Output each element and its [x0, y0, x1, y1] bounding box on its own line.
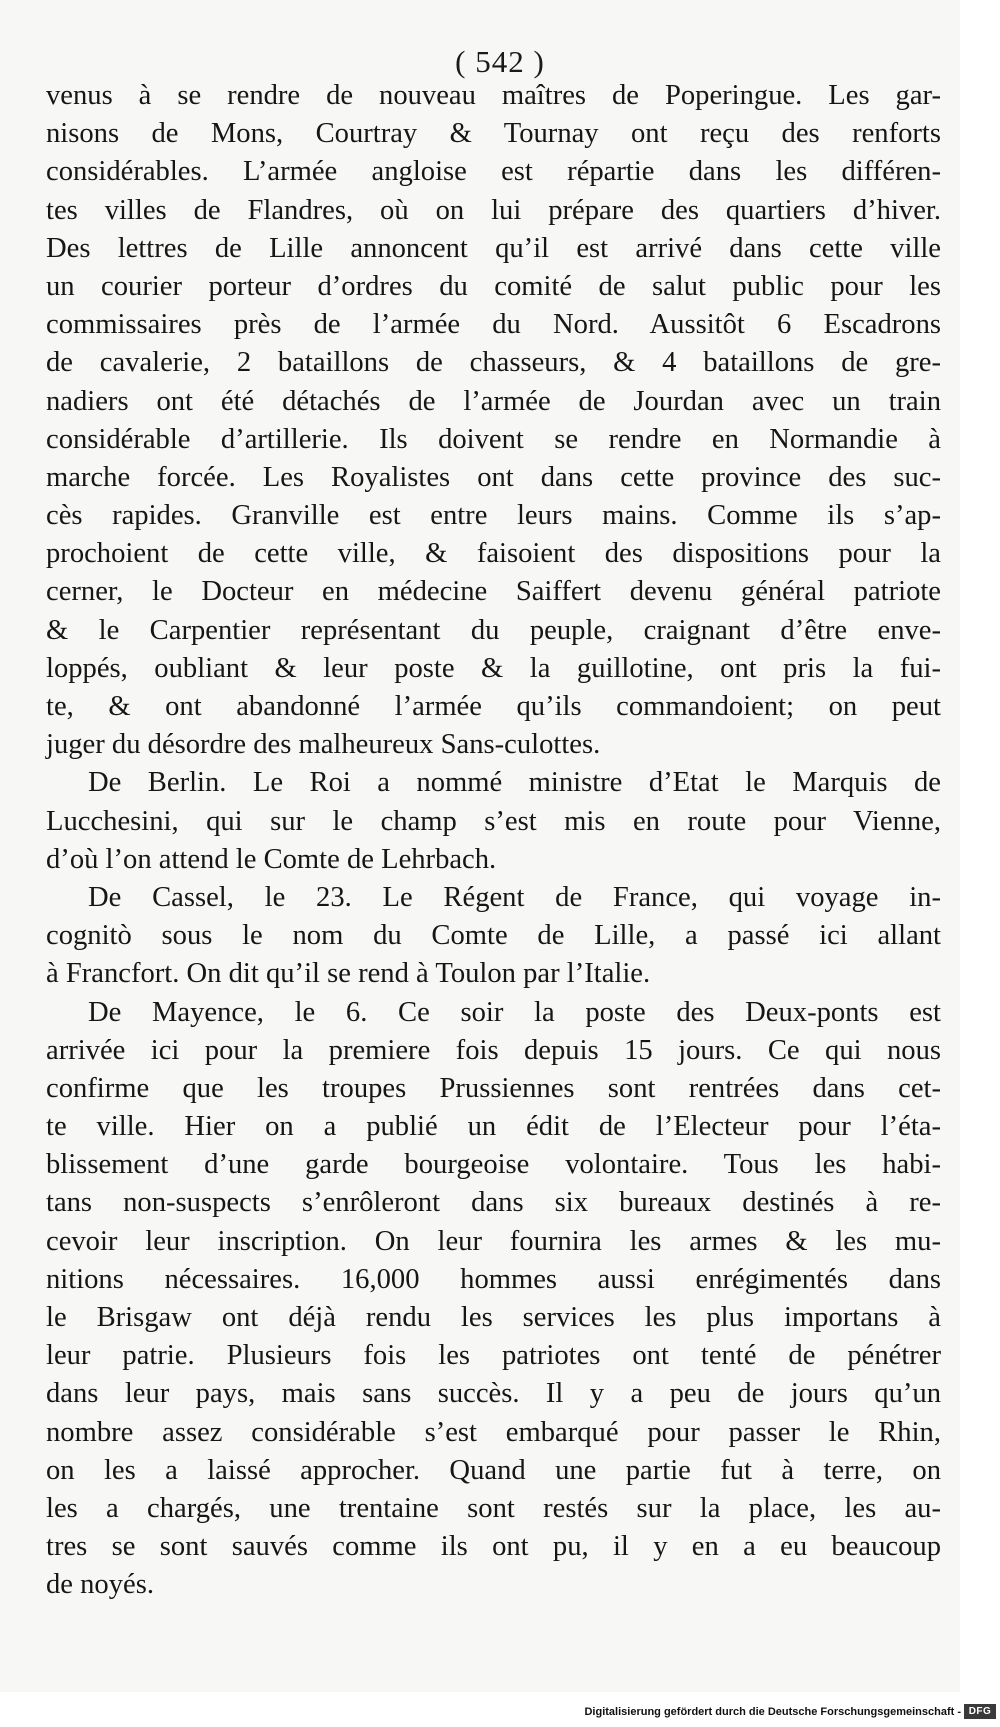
- text-line: cevoir leur inscription. On leur fournira les armes & les mu-: [46, 1225, 941, 1257]
- text-line: te, & ont abandonné l’armée qu’ils commandoient; on peut: [46, 691, 941, 722]
- text-line: nisons de Mons, Courtray & Tournay ont reçu des renforts: [46, 118, 941, 150]
- dfg-logo: DFG: [964, 1704, 996, 1719]
- text-line: à Francfort. On dit qu’il se rend à Toulon par l’Italie.: [46, 958, 651, 990]
- text-line: De Berlin. Le Roi a nommé ministre d’Etat le Marquis de: [88, 767, 941, 799]
- text-line: te ville. Hier on a publié un édit de l’Electeur pour l’éta-: [46, 1111, 941, 1143]
- text-line: Lucchesini, qui sur le champ s’est mis en route pour Vienne,: [46, 805, 941, 837]
- text-line: De Cassel, le 23. Le Régent de France, qui voyage in-: [88, 881, 941, 913]
- page-number: ( 542 ): [455, 44, 545, 79]
- body-text: [46, 77, 941, 1605]
- text-line: & le Carpentier représentant du peuple, craignant d’être enve-: [46, 614, 941, 646]
- text-line: juger du désordre des malheureux Sans-culottes.: [46, 729, 601, 761]
- text-line: loppés, oubliant & leur poste & la guillotine, ont pris la fui-: [46, 652, 941, 684]
- text-line: cès rapides. Granville est entre leurs mains. Comme ils s’ap-: [46, 500, 941, 532]
- text-line: le Brisgaw ont déjà rendu les services les plus importans à: [46, 1302, 941, 1333]
- text-line: nitions nécessaires. 16,000 hommes aussi enrégimentés dans: [46, 1263, 941, 1295]
- text-line: un courier porteur d’ordres du comité de salut public pour les: [46, 270, 941, 302]
- page-margin-right: [960, 0, 1000, 1727]
- text-line: venus à se rendre de nouveau maîtres de Poperingue. Les gar-: [46, 80, 941, 111]
- text-line: cognitò sous le nom du Comte de Lille, a passé ici allant: [46, 920, 941, 952]
- text-line: leur patrie. Plusieurs fois les patriotes ont tenté de pénétrer: [46, 1340, 941, 1372]
- digitization-credit: Digitalisierung gefördert durch die Deutsche Forschungsgemeinschaft -: [584, 1706, 961, 1718]
- text-line: nombre assez considérable s’est embarqué pour passer le Rhin,: [46, 1416, 941, 1448]
- text-line: cerner, le Docteur en médecine Saiffert devenu général patriote: [46, 576, 941, 608]
- text-line: blissement d’une garde bourgeoise volontaire. Tous les habi-: [46, 1149, 941, 1181]
- text-line: arrivée ici pour la premiere fois depuis 15 jours. Ce qui nous: [46, 1034, 941, 1066]
- text-line: nadiers ont été détachés de l’armée de Jourdan avec un train: [46, 385, 941, 417]
- text-line: marche forcée. Les Royalistes ont dans cette province des suc-: [46, 461, 941, 493]
- text-line: tres se sont sauvés comme ils ont pu, il y en a eu beaucoup: [46, 1531, 941, 1563]
- text-line: d’où l’on attend le Comte de Lehrbach.: [46, 843, 497, 875]
- text-line: dans leur pays, mais sans succès. Il y a peu de jours qu’un: [46, 1378, 941, 1410]
- text-line: on les a laissé approcher. Quand une partie fut à terre, on: [46, 1454, 941, 1486]
- text-line: les a chargés, une trentaine sont restés sur la place, les au-: [46, 1492, 941, 1524]
- text-line: commissaires près de l’armée du Nord. Aussitôt 6 Escadrons: [46, 309, 941, 341]
- text-line: prochoient de cette ville, & faisoient des dispositions pour la: [46, 538, 941, 570]
- text-line: confirme que les troupes Prussiennes sont rentrées dans cet-: [46, 1072, 941, 1104]
- text-line: de noyés.: [46, 1569, 154, 1601]
- text-line: tes villes de Flandres, où on lui prépare des quartiers d’hiver.: [46, 194, 941, 226]
- text-line: considérables. L’armée angloise est répartie dans les différen-: [46, 156, 941, 188]
- text-line: Des lettres de Lille annoncent qu’il est arrivé dans cette ville: [46, 232, 941, 264]
- text-line: tans non-suspects s’enrôleront dans six bureaux destinés à re-: [46, 1187, 941, 1219]
- text-line: De Mayence, le 6. Ce soir la poste des Deux-ponts est: [88, 996, 941, 1028]
- text-line: de cavalerie, 2 bataillons de chasseurs, & 4 bataillons de gre-: [46, 347, 941, 379]
- text-line: considérable d’artillerie. Ils doivent se rendre en Normandie à: [46, 423, 941, 455]
